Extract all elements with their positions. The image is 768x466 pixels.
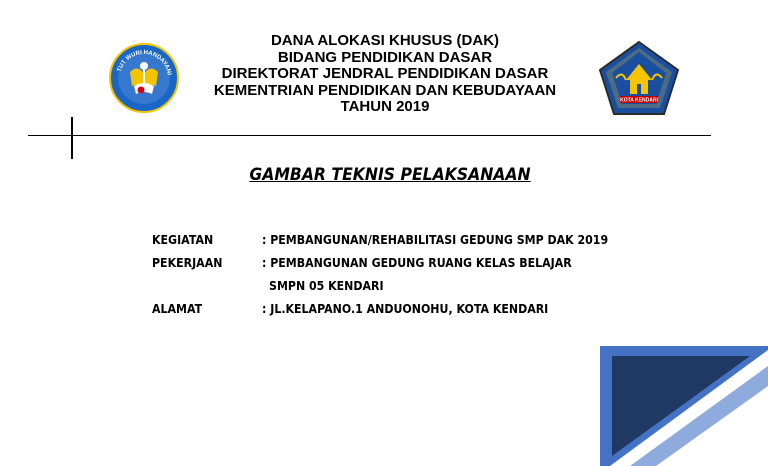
info-row-alamat (152, 301, 610, 324)
info-row-pekerjaan-cont (152, 278, 610, 301)
info-row-pekerjaan (152, 255, 610, 278)
alamat-label: ALAMAT (152, 301, 203, 316)
header-divider (28, 135, 711, 136)
header-line-2: BIDANG PENDIDIKAN DASAR (277, 48, 493, 66)
pekerjaan-value: : PEMBANGUNAN GEDUNG RUANG KELAS BELAJAR (262, 255, 572, 270)
document-title: GAMBAR TEKNIS PELAKSANAAN (249, 165, 531, 185)
torch-flame (140, 62, 148, 70)
kota-kendari-logo (598, 40, 680, 116)
logo-left-text: TUT WURI HANDAYANI (116, 49, 172, 76)
pekerjaan-value-2: SMPN 05 KENDARI (269, 278, 384, 293)
info-block (152, 232, 672, 324)
header-line-3: DIREKTORAT JENDRAL PENDIDIKAN DASAR (221, 65, 549, 82)
logo-right-text: KOTA KENDARI (620, 97, 658, 104)
kegiatan-label: KEGIATAN (152, 232, 214, 247)
pekerjaan-label: PEKERJAAN (152, 255, 223, 270)
header-line-1: DANA ALOKASI KHUSUS (DAK) (270, 32, 500, 49)
alamat-value: : JL.KELAPANO.1 ANDUONOHU, KOTA KENDARI (262, 301, 549, 316)
header-line-4: KEMENTRIAN PENDIDIKAN DAN KEBUDAYAAN (213, 81, 557, 99)
info-row-kegiatan (152, 232, 610, 255)
red-emblem (138, 87, 145, 94)
corner-decoration (600, 346, 768, 466)
header-line-5: TAHUN 2019 (340, 98, 430, 115)
header-title (170, 33, 600, 116)
kegiatan-value: : PEMBANGUNAN/REHABILITASI GEDUNG SMP DAK 2019 (262, 232, 609, 247)
vertical-tick-mark (71, 117, 73, 159)
